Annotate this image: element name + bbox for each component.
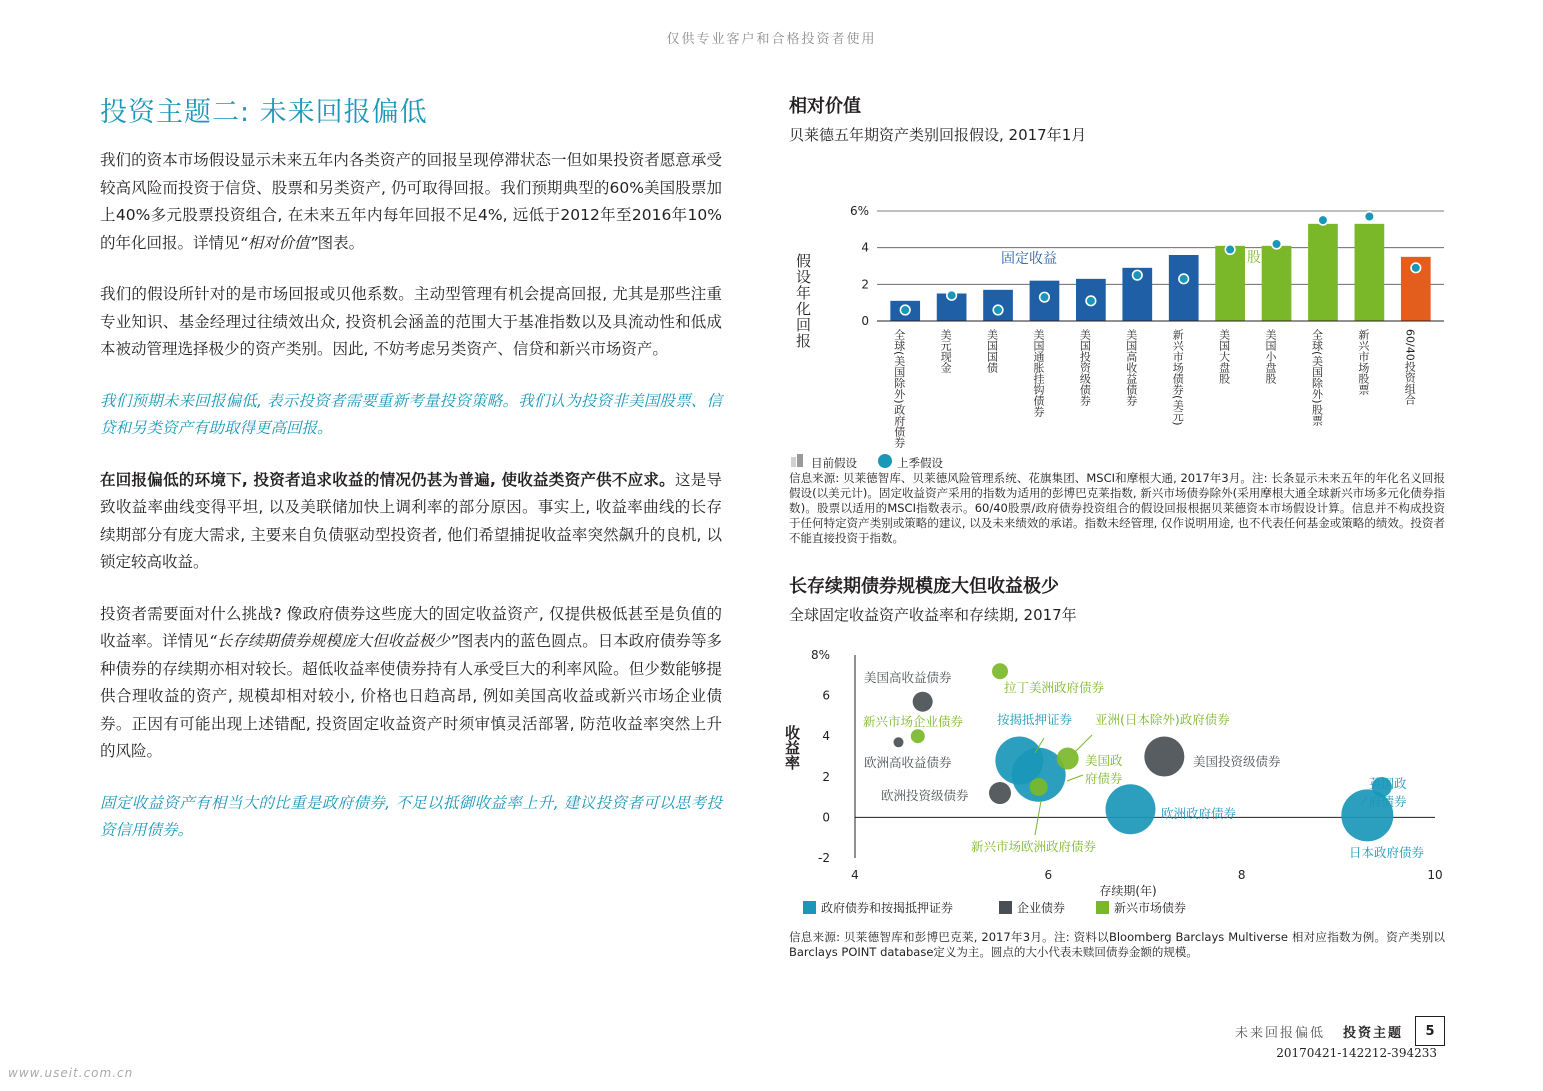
- paragraph-3: [100, 467, 722, 577]
- bar-y-tick: 6%: [849, 204, 869, 218]
- bar-y-label: 假设年化回报: [794, 253, 812, 349]
- bubble-y-tick: 6: [822, 688, 830, 703]
- bubble-x-tick: 10: [1427, 868, 1443, 882]
- paragraph-4-b: 图表内的蓝色圆点。日本政府债券等多种债券的存续期亦相对较长。超低收益率使债券持有人承受巨大的利率风险。但少数能够提供合理收益的资产, 规模却相对较小, 价格也日趋高昂, 例如美国高收益或新兴市场企业债券。正因有可能出现上述错配, 投资固定收益资产时须审慎灵活部署, 防范收益率突然上升的风险。: [100, 632, 722, 760]
- label-eu-gov: 欧洲政府债券: [1161, 806, 1237, 821]
- paragraph-4: [100, 601, 722, 766]
- pull-quote-1: 我们预期未来回报偏低, 表示投资者需要重新考量投资策略。我们认为投资非美国股票、信贷和另类资产有助取得更高回报。: [100, 391, 722, 437]
- prior-marker-10: [1365, 212, 1375, 222]
- bar-10: [1355, 224, 1385, 321]
- bar-chart-title: 相对价值: [789, 96, 861, 117]
- bubble-chart-source: 信息来源: 贝莱德智库和彭博巴克莱, 2017年3月。注: 资料以Bloomberg Barclays Multiverse 相对应指数为例。资产类别以Barclays POINT database定义为主。圆点的大小代表未赎回债券金额的规模。: [789, 930, 1445, 959]
- paragraph-1: [100, 147, 722, 257]
- bubble-point-9: [1030, 778, 1048, 796]
- legend-current-label: 目前假设: [811, 456, 857, 470]
- pull-quote-2: 固定收益资产有相当大的比重是政府债券, 不足以抵御收益率上升, 建议投资者可以思考投资信用债券。: [100, 793, 722, 839]
- label-japan-gov: 日本政府债券: [1349, 845, 1425, 860]
- bubble-chart-subtitle: 全球固定收益资产收益率和存续期, 2017年: [789, 606, 1077, 624]
- paragraph-4-a: 投资者需要面对什么挑战? 像政府债券这些庞大的固定收益资产, 仅提供极低甚至是负值的收益率。详情见: [100, 604, 722, 650]
- legend-prior-icon: [878, 454, 892, 468]
- prior-marker-3: [1040, 292, 1050, 302]
- page-title: 投资主题二: 未来回报偏低: [100, 97, 428, 128]
- bar-category-label: 美国投资级债券: [1078, 329, 1092, 406]
- bubble-point-10: [1106, 784, 1156, 834]
- legend-swatch-0: [803, 901, 816, 914]
- footer-section: 未来回报偏低: [1234, 1025, 1325, 1041]
- bar-category-label: 全球(美国除外)股票: [1310, 329, 1324, 426]
- audience-note: 仅供专业客户和合格投资者使用: [666, 32, 877, 47]
- bar-y-tick: 4: [861, 240, 869, 255]
- bubble-y-tick: -2: [818, 851, 830, 865]
- footer-theme: 投资主题: [1342, 1025, 1403, 1041]
- bar-9: [1308, 224, 1338, 321]
- bubble-point-1: [992, 663, 1008, 679]
- legend-bar-icon-dark: [797, 454, 803, 467]
- bar-category-label: 全球(美国除外)政府债券: [892, 329, 906, 448]
- prior-marker-0: [900, 305, 910, 315]
- prior-marker-8: [1272, 239, 1282, 249]
- label-asia-gov: 亚洲(日本除外)政府债券: [1095, 712, 1230, 727]
- paragraph-2: 我们的假设所针对的是市场回报或贝他系数。主动型管理有机会提高回报, 尤其是那些注重专业知识、基金经理过往绩效出众, 投资机会涵盖的范围大于基准指数以及具流动性和低成本被动管理选择极少的资产类别。因此, 不妨考虑另类资产、信贷和新兴市场资产。: [100, 285, 722, 358]
- bubble-point-8: [989, 782, 1011, 804]
- prior-marker-7: [1225, 245, 1235, 255]
- label-latam-gov: 拉丁美洲政府债券: [1004, 680, 1105, 695]
- bar-chart: [789, 145, 1445, 471]
- bar-category-label: 60/40投资组合: [1403, 329, 1417, 405]
- paragraph-1-text: 我们的资本市场假设显示未来五年内各类资产的回报呈现停滞状态一但如果投资者愿意承受较高风险而投资于信贷、股票和另类资产, 仍可取得回报。我们预期典型的60%美国股票加上40%多元股票投资组合, 在未来五年内每年回报不足4%, 远低于2012年至2016年10%的年化回报。详情见: [100, 151, 722, 252]
- bar-y-tick: 2: [861, 277, 869, 292]
- legend-prior-label: 上季假设: [897, 456, 943, 470]
- bubble-point-6: [1057, 748, 1079, 770]
- label-eu-ig: 欧洲投资级债券: [881, 788, 969, 803]
- leader-line: [1067, 775, 1083, 781]
- bubble-y-tick: 8%: [810, 648, 830, 662]
- relative-value-ref: “相对价值”: [239, 233, 318, 252]
- legend-label-0: 政府债券和按揭抵押证券: [821, 901, 954, 915]
- document-id: 20170421-142212-394233: [1276, 1046, 1437, 1060]
- leader-line: [1035, 801, 1041, 835]
- paragraph-3-text: 这是导致收益率曲线变得平坦, 以及美联储加快上调利率的部分原因。事实上, 收益率曲线的长存续期部分有庞大需求, 主要来自负债驱动型投资者, 他们希望捕捉收益率突然飙升的良机, 以锁定较高收益。: [100, 470, 722, 571]
- bubble-y-tick: 4: [822, 729, 830, 744]
- bubble-y-label: 收益率: [783, 725, 801, 770]
- fixed-income-group-label: 固定收益: [1001, 251, 1057, 267]
- leader-line: [1074, 735, 1092, 753]
- bar-category-label: 美国小盘股: [1264, 329, 1278, 384]
- legend-bar-icon-light: [791, 457, 796, 467]
- bar-category-label: 美国国债: [985, 329, 999, 373]
- bar-category-label: 新兴市场债券(美元): [1171, 329, 1185, 426]
- prior-marker-6: [1179, 274, 1189, 284]
- bar-6: [1169, 255, 1199, 321]
- article-column: [100, 90, 722, 869]
- bar-category-label: 美国高收益债券: [1124, 329, 1138, 406]
- bubble-x-tick: 8: [1237, 868, 1246, 882]
- bar-category-label: 美元现金: [939, 329, 953, 373]
- page-footer: [1235, 1016, 1445, 1046]
- label-us-ig: 美国投资级债券: [1193, 754, 1281, 769]
- prior-marker-11: [1411, 263, 1421, 273]
- label-uk-gov-2: 府债券: [1369, 794, 1407, 809]
- bar-category-label: 美国大盘股: [1217, 329, 1231, 384]
- bubble-y-tick: 2: [822, 769, 830, 784]
- prior-marker-1: [947, 291, 957, 301]
- label-em-corp: 新兴市场企业债券: [863, 714, 964, 729]
- bubble-point-4: [995, 737, 1043, 785]
- label-us-gov-2: 府债券: [1085, 771, 1123, 786]
- bubble-point-2: [911, 729, 925, 743]
- label-mbs: 按揭抵押证券: [997, 712, 1073, 727]
- page-number: 5: [1415, 1016, 1445, 1046]
- label-uk-gov-1: 英国政: [1369, 776, 1407, 791]
- legend-label-1: 企业债券: [1017, 901, 1066, 915]
- bubble-chart-title: 长存续期债券规模庞大但收益极少: [789, 576, 1059, 597]
- label-us-gov-1: 美国政: [1085, 753, 1123, 768]
- bar-category-label: 美国通胀挂钩债券: [1031, 329, 1045, 417]
- legend-swatch-2: [1096, 901, 1109, 914]
- bubble-y-tick: 0: [822, 810, 830, 825]
- bubble-point-3: [894, 737, 904, 747]
- label-us-high-yield: 美国高收益债券: [864, 670, 952, 685]
- legend-swatch-1: [999, 901, 1012, 914]
- equity-group-label: 股票: [1247, 250, 1275, 266]
- label-eu-high-yield: 欧洲高收益债券: [864, 755, 952, 770]
- watermark: www.useit.com.cn: [8, 1066, 134, 1080]
- bubble-chart: [783, 625, 1445, 930]
- bubble-point-7: [1144, 737, 1184, 777]
- bar-7: [1215, 246, 1245, 321]
- bubble-x-label: 存续期(年): [1099, 884, 1157, 898]
- chart-column: [783, 92, 1445, 960]
- prior-marker-4: [1086, 296, 1096, 306]
- prior-marker-5: [1132, 270, 1142, 280]
- prior-marker-9: [1318, 215, 1328, 225]
- bar-y-tick: 0: [861, 314, 869, 328]
- paragraph-3-bold: 在回报偏低的环境下, 投资者追求收益的情况仍甚为普遍, 使收益类资产供不应求。: [100, 470, 675, 489]
- bubble-x-tick: 6: [1044, 868, 1053, 882]
- paragraph-1-end: 图表。: [317, 233, 365, 252]
- label-em-europe-gov: 新兴市场欧洲政府债券: [971, 839, 1097, 854]
- bubble-point-0: [913, 692, 933, 712]
- bubble-x-tick: 4: [851, 868, 859, 882]
- bar-category-label: 新兴市场股票: [1356, 329, 1370, 395]
- bond-chart-ref: “长存续期债券规模庞大但收益极少”: [208, 632, 458, 650]
- legend-label-2: 新兴市场债券: [1114, 901, 1187, 915]
- bar-chart-source: 信息来源: 贝莱德智库、贝莱德风险管理系统、花旗集团、MSCI和摩根大通, 2017年3月。注: 长条显示未来五年的年化名义回报假设(以美元计)。固定收益资产采用的指数为适用的彭博巴克莱指数, 新兴市场债券除外(采用摩根大通全球新兴市场多元化债券指数)。股票以适用的MSCI指数表示。60/40股票/政府债券投资组合的假设回报根据贝莱德资本市场假设计算。信息并不构成投资于任何特定资产类别或策略的建议, 以及未来绩效的承诺。指数未经管理, 仅作说明用途, 也不代表任何基金或策略的绩效。投资者不能直接投资于指数。: [789, 471, 1445, 545]
- prior-marker-2: [993, 305, 1003, 315]
- bar-chart-subtitle: 贝莱德五年期资产类别回报假设, 2017年1月: [789, 126, 1087, 144]
